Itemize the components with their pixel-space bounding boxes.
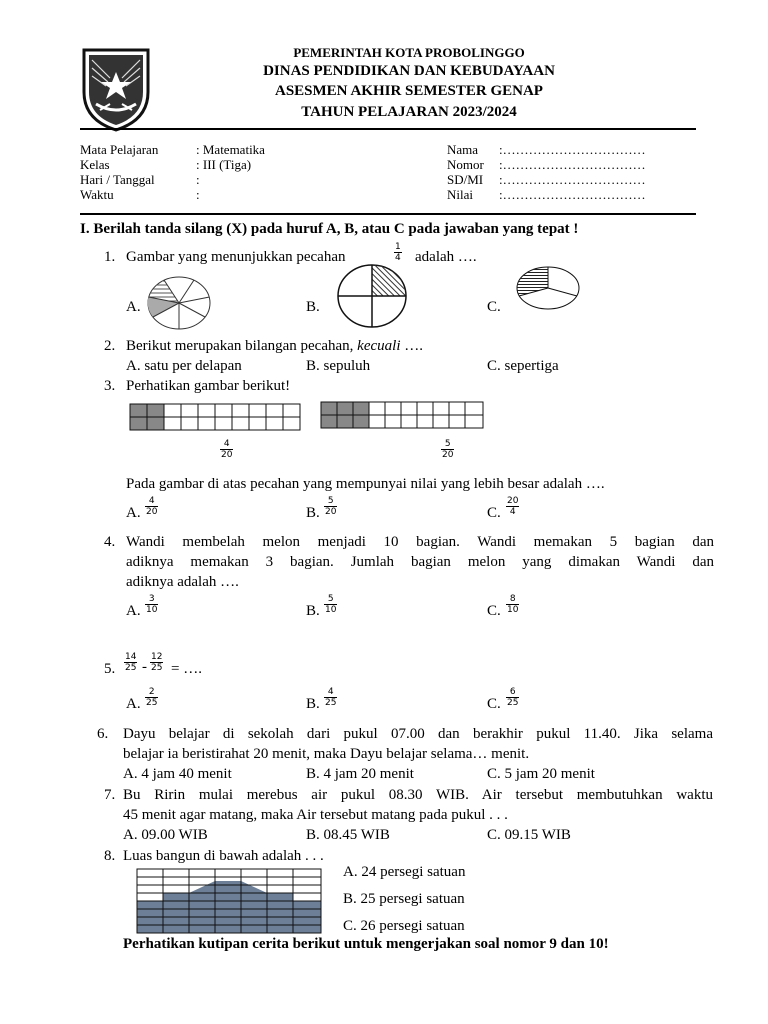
q1-text: Gambar yang menunjukkan pecahan: [126, 249, 346, 265]
q6-option-b[interactable]: B. 4 jam 20 menit: [306, 766, 414, 782]
q6-option-a[interactable]: A. 4 jam 40 menit: [123, 766, 232, 782]
q5-tail: = ….: [171, 661, 202, 677]
info-row: Mata Pelajaran : Matematika: [80, 142, 265, 157]
q7-number: 7.: [104, 787, 116, 803]
q4-option-b[interactable]: B.: [306, 603, 320, 619]
q7-line-1: Bu Ririn mulai merebus air pukul 08.30 WIB. Air tersebut membutuhkan waktu: [123, 787, 713, 803]
q4-option-b-fraction: $\frac{5}{10}$: [325, 594, 337, 615]
info-row: Nomor :……………………………: [447, 157, 646, 172]
q2-option-b[interactable]: B. sepuluh: [306, 358, 371, 374]
info-divider: [80, 213, 696, 215]
q4-option-c-fraction: $\frac{8}{10}$: [507, 594, 519, 615]
q7-option-a[interactable]: A. 09.00 WIB: [123, 827, 208, 843]
q5-option-b[interactable]: B.: [306, 696, 320, 712]
info-row: SD/MI :……………………………: [447, 172, 646, 187]
q3-option-b-fraction: $\frac{5}{20}$: [325, 496, 337, 517]
q1-circle-c: [515, 265, 581, 311]
q1-option-a[interactable]: A.: [126, 299, 141, 315]
info-right: [447, 142, 646, 202]
q4-number: 4.: [104, 534, 116, 550]
header-line-1: PEMERINTAH KOTA PROBOLINGGO: [293, 45, 525, 60]
q1-option-c[interactable]: C.: [487, 299, 501, 315]
footer-instruction: Perhatikan kutipan cerita berikut untuk mengerjakan soal nomor 9 dan 10!: [123, 936, 609, 952]
q5-option-a[interactable]: A.: [126, 696, 141, 712]
q4-option-a-fraction: $\frac{3}{10}$: [146, 594, 158, 615]
q7-line-2: 45 menit agar matang, maka Air tersebut matang pada pukul . . .: [123, 807, 508, 823]
q6-line-1: Dayu belajar di sekolah dari pukul 07.00 dan berakhir pukul 11.40. Jika selama: [123, 726, 713, 742]
q3-option-c-fraction: $\frac{20}{4}$: [507, 496, 519, 517]
q5-option-c[interactable]: C.: [487, 696, 501, 712]
q1-circle-a: [146, 275, 212, 331]
q5-number: 5.: [104, 661, 116, 677]
q4-option-a[interactable]: A.: [126, 603, 141, 619]
q7-option-b[interactable]: B. 08.45 WIB: [306, 827, 390, 843]
q5-option-b-fraction: $\frac{4}{25}$: [325, 687, 337, 708]
q3-fig2-fraction: $\frac{5}{20}$: [442, 439, 454, 460]
q6-line-2: belajar ia beristirahat 20 menit, maka Dayu belajar selama… menit.: [123, 746, 530, 762]
q4-line-2: adiknya memakan 3 bagian. Jumlah bagian melon yang dimakan Wandi dan: [126, 554, 714, 570]
q8-number: 8.: [104, 848, 116, 864]
info-row: Nilai :……………………………: [447, 187, 646, 202]
q7-option-c[interactable]: C. 09.15 WIB: [487, 827, 571, 843]
header-line-4: TAHUN PELAJARAN 2023/2024: [301, 104, 517, 120]
q8-text: Luas bangun di bawah adalah . . .: [123, 848, 324, 864]
q8-option-c[interactable]: C. 26 persegi satuan: [343, 918, 465, 934]
q3-option-a-fraction: $\frac{4}{20}$: [146, 496, 158, 517]
q1-option-b[interactable]: B.: [306, 299, 320, 315]
q6-number: 6.: [97, 726, 109, 742]
q8-option-a[interactable]: A. 24 persegi satuan: [343, 864, 466, 880]
q5-fraction-2: $\frac{12}{25}$: [151, 652, 163, 673]
q3-number: 3.: [104, 378, 116, 394]
q3-grid-2: [320, 401, 484, 429]
info-row: Hari / Tanggal :: [80, 172, 200, 187]
q4-line-1: Wandi membelah melon menjadi 10 bagian. Wandi memakan 5 bagian dan: [126, 534, 714, 550]
q3-text: Perhatikan gambar berikut!: [126, 378, 291, 394]
q5-operator: -: [142, 659, 147, 675]
q2-option-c[interactable]: C. sepertiga: [487, 358, 559, 374]
q2-text: Berikut merupakan bilangan pecahan, kecuali ….: [126, 338, 423, 354]
q4-option-c[interactable]: C.: [487, 603, 501, 619]
header-line-2: DINAS PENDIDIKAN DAN KEBUDAYAAN: [263, 63, 555, 79]
q1-text-after: adalah ….: [415, 249, 477, 265]
q3-question: Pada gambar di atas pecahan yang mempunyai nilai yang lebih besar adalah ….: [126, 476, 605, 492]
q3-grid-1: [129, 403, 301, 431]
q5-fraction-1: $\frac{14}{25}$: [125, 652, 137, 673]
q1-circle-b: [336, 263, 408, 329]
q8-grid-figure: [136, 868, 322, 934]
q2-option-a[interactable]: A. satu per delapan: [126, 358, 242, 374]
q3-option-c[interactable]: C.: [487, 505, 501, 521]
q3-option-a[interactable]: A.: [126, 505, 141, 521]
q3-fig1-fraction: $\frac{4}{20}$: [221, 439, 233, 460]
q6-option-c[interactable]: C. 5 jam 20 menit: [487, 766, 595, 782]
header-divider: [80, 128, 696, 130]
q3-option-b[interactable]: B.: [306, 505, 320, 521]
section-title: I. Berilah tanda silang (X) pada huruf A, B, atau C pada jawaban yang tepat !: [80, 221, 579, 237]
q2-number: 2.: [104, 338, 116, 354]
info-row: Kelas : III (Tiga): [80, 157, 252, 172]
q1-fraction: $\frac{1}{4}$: [395, 242, 401, 263]
header-line-3: ASESMEN AKHIR SEMESTER GENAP: [275, 83, 543, 99]
info-left: [80, 142, 265, 202]
q1-number: 1.: [104, 249, 116, 265]
q8-option-b[interactable]: B. 25 persegi satuan: [343, 891, 465, 907]
q5-option-c-fraction: $\frac{6}{25}$: [507, 687, 519, 708]
q4-line-3: adiknya adalah ….: [126, 574, 239, 590]
info-row: Nama :……………………………: [447, 142, 646, 157]
q5-option-a-fraction: $\frac{2}{25}$: [146, 687, 158, 708]
info-row: Waktu :: [80, 187, 200, 202]
